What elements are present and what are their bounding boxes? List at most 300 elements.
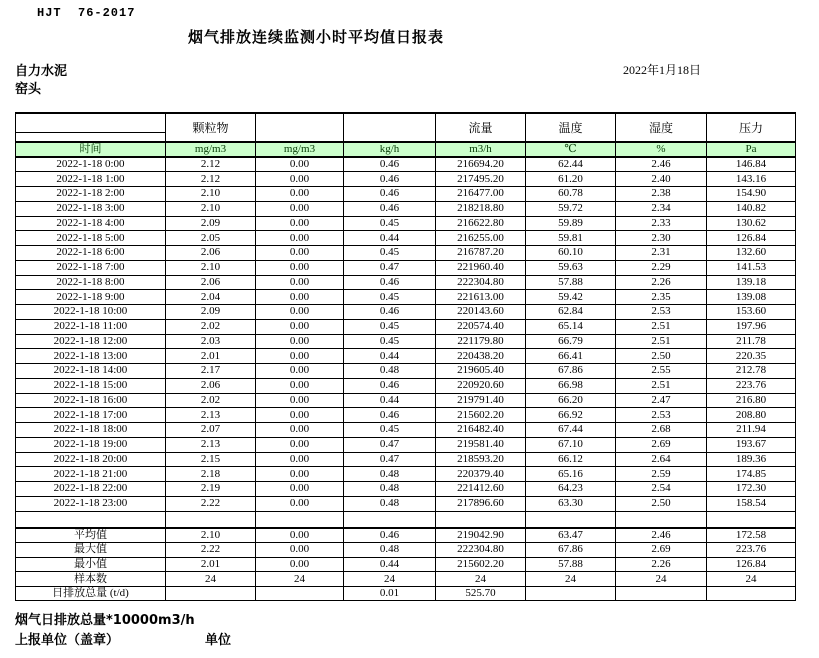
table-cell: 2.17 (166, 364, 256, 379)
table-cell: 2022-1-18 3:00 (16, 201, 166, 216)
column-header-particulate: 颗粒物 (166, 113, 256, 142)
table-cell: 24 (256, 572, 344, 587)
table-cell: 216787.20 (436, 246, 526, 261)
table-cell: 0.00 (256, 378, 344, 393)
table-cell: 220438.20 (436, 349, 526, 364)
table-cell: 215602.20 (436, 408, 526, 423)
table-cell: 2022-1-18 15:00 (16, 378, 166, 393)
table-body (16, 157, 796, 511)
header-empty-cell-bottom (16, 132, 166, 142)
empty-cell (436, 511, 526, 528)
table-cell (707, 586, 796, 601)
table-cell: 0.45 (344, 423, 436, 438)
table-cell: 66.92 (526, 408, 616, 423)
table-cell: 2.15 (166, 452, 256, 467)
table-cell: 2.22 (166, 496, 256, 511)
table-cell: 2.13 (166, 437, 256, 452)
table-cell: 2.09 (166, 305, 256, 320)
table-cell: 146.84 (707, 157, 796, 172)
table-row (16, 467, 796, 482)
table-row (16, 452, 796, 467)
table-row (16, 201, 796, 216)
table-cell: 0.00 (256, 319, 344, 334)
table-cell: 2.13 (166, 408, 256, 423)
table-row (16, 408, 796, 423)
table-cell: 2.18 (166, 467, 256, 482)
table-cell: 0.00 (256, 437, 344, 452)
table-cell: 0.00 (256, 349, 344, 364)
table-cell: 0.00 (256, 231, 344, 246)
table-cell: 2.30 (616, 231, 707, 246)
table-cell: 2.35 (616, 290, 707, 305)
table-cell: 0.48 (344, 543, 436, 558)
table-cell: 2.10 (166, 201, 256, 216)
table-cell: 66.20 (526, 393, 616, 408)
table-row (16, 275, 796, 290)
table-cell: 2.55 (616, 364, 707, 379)
table-cell: 216.80 (707, 393, 796, 408)
site-name: 窑头 (15, 82, 42, 97)
table-cell: 0.44 (344, 231, 436, 246)
table-cell: 221960.40 (436, 260, 526, 275)
table-cell: 0.00 (256, 423, 344, 438)
table-cell: 221179.80 (436, 334, 526, 349)
table-cell: 143.16 (707, 172, 796, 187)
table-cell: 0.47 (344, 452, 436, 467)
unit-row (16, 142, 796, 157)
table-cell: 0.46 (344, 157, 436, 172)
table-cell: 0.46 (344, 408, 436, 423)
table-cell: 2.12 (166, 172, 256, 187)
table-cell: 24 (707, 572, 796, 587)
table-cell: 216482.40 (436, 423, 526, 438)
table-cell: 67.10 (526, 437, 616, 452)
table-cell: 2.46 (616, 157, 707, 172)
table-cell: 24 (616, 572, 707, 587)
table-row (16, 187, 796, 202)
table-cell: 2.38 (616, 187, 707, 202)
table-cell: 217896.60 (436, 496, 526, 511)
table-cell: 2.02 (166, 393, 256, 408)
table-cell: 2022-1-18 23:00 (16, 496, 166, 511)
table-row (16, 260, 796, 275)
table-cell: 62.84 (526, 305, 616, 320)
table-cell: 2.40 (616, 172, 707, 187)
report-table (15, 112, 796, 601)
table-cell: 66.79 (526, 334, 616, 349)
table-cell: 24 (166, 572, 256, 587)
table-cell: 2.03 (166, 334, 256, 349)
table-cell: 2.34 (616, 201, 707, 216)
table-row (16, 305, 796, 320)
table-cell: 2.01 (166, 349, 256, 364)
table-row (16, 319, 796, 334)
table-cell: 67.86 (526, 364, 616, 379)
table-cell: 172.30 (707, 482, 796, 497)
table-row (16, 290, 796, 305)
table-cell: 2.64 (616, 452, 707, 467)
table-cell: 0.46 (344, 378, 436, 393)
table-header (16, 113, 796, 157)
table-cell: 2022-1-18 21:00 (16, 467, 166, 482)
table-cell: 0.46 (344, 528, 436, 543)
table-cell: 218218.80 (436, 201, 526, 216)
table-cell: 2.51 (616, 334, 707, 349)
table-cell: 218593.20 (436, 452, 526, 467)
table-cell: 2.09 (166, 216, 256, 231)
table-cell: 0.46 (344, 172, 436, 187)
table-cell: 222304.80 (436, 275, 526, 290)
table-cell: 2.51 (616, 319, 707, 334)
summary-body (16, 528, 796, 601)
table-cell: 2.06 (166, 246, 256, 261)
table-cell (616, 586, 707, 601)
table-cell: 平均值 (16, 528, 166, 543)
table-cell: 66.98 (526, 378, 616, 393)
table-cell: 215602.20 (436, 557, 526, 572)
table-cell: 130.62 (707, 216, 796, 231)
table-cell: 0.00 (256, 260, 344, 275)
table-cell: 样本数 (16, 572, 166, 587)
table-cell: 0.00 (256, 496, 344, 511)
table-cell: 220.35 (707, 349, 796, 364)
table-cell: 2.50 (616, 349, 707, 364)
table-cell: 2.19 (166, 482, 256, 497)
table-cell: 2022-1-18 2:00 (16, 187, 166, 202)
table-cell: 日排放总量 (t/d) (16, 586, 166, 601)
table-cell: 65.14 (526, 319, 616, 334)
table-cell: 211.78 (707, 334, 796, 349)
table-cell: 24 (344, 572, 436, 587)
table-cell: 2.31 (616, 246, 707, 261)
table-cell: 0.45 (344, 246, 436, 261)
table-cell: 174.85 (707, 467, 796, 482)
table-cell: 2.01 (166, 557, 256, 572)
table-cell: 0.45 (344, 319, 436, 334)
table-cell: 24 (436, 572, 526, 587)
table-cell: 2.53 (616, 305, 707, 320)
table-row (16, 157, 796, 172)
table-cell: 2.47 (616, 393, 707, 408)
table-cell: 0.00 (256, 216, 344, 231)
table-cell: 208.80 (707, 408, 796, 423)
table-cell: 0.44 (344, 557, 436, 572)
table-cell: 0.46 (344, 187, 436, 202)
table-cell: 2022-1-18 9:00 (16, 290, 166, 305)
table-cell: 0.48 (344, 496, 436, 511)
table-cell: 2.12 (166, 157, 256, 172)
table-cell: 62.44 (526, 157, 616, 172)
table-cell: 60.78 (526, 187, 616, 202)
table-cell: 0.00 (256, 157, 344, 172)
unit-celsius: ℃ (526, 142, 616, 157)
table-row (16, 172, 796, 187)
table-cell: 2.05 (166, 231, 256, 246)
table-cell: 139.08 (707, 290, 796, 305)
table-cell: 66.41 (526, 349, 616, 364)
table-cell: 2.26 (616, 275, 707, 290)
table-cell: 126.84 (707, 231, 796, 246)
table-cell: 0.48 (344, 364, 436, 379)
reporting-unit-label: 上报单位（盖章） (15, 633, 120, 648)
table-cell: 0.00 (256, 172, 344, 187)
table-cell: 67.86 (526, 543, 616, 558)
table-cell: 0.46 (344, 275, 436, 290)
table-cell: 2022-1-18 10:00 (16, 305, 166, 320)
table-cell: 67.44 (526, 423, 616, 438)
table-cell: 2.02 (166, 319, 256, 334)
table-cell: 2.06 (166, 275, 256, 290)
unit-pa: Pa (707, 142, 796, 157)
summary-row (16, 572, 796, 587)
table-cell: 211.94 (707, 423, 796, 438)
table-cell: 0.00 (256, 290, 344, 305)
spacer-section (16, 511, 796, 528)
table-cell: 64.23 (526, 482, 616, 497)
table-cell: 59.81 (526, 231, 616, 246)
table-row (16, 482, 796, 497)
table-cell: 2.26 (616, 557, 707, 572)
table-cell: 2022-1-18 1:00 (16, 172, 166, 187)
table-cell: 197.96 (707, 319, 796, 334)
time-column-header: 时间 (16, 142, 166, 157)
standard-code: HJT 76-2017 (37, 6, 136, 20)
table-cell: 63.47 (526, 528, 616, 543)
table-cell: 2022-1-18 20:00 (16, 452, 166, 467)
table-cell: 172.58 (707, 528, 796, 543)
table-row (16, 216, 796, 231)
table-cell: 59.63 (526, 260, 616, 275)
table-cell: 2.22 (166, 543, 256, 558)
empty-cell (166, 511, 256, 528)
table-cell: 2.29 (616, 260, 707, 275)
header-empty-cell-top (16, 113, 166, 132)
column-header-blank-1 (256, 113, 344, 142)
table-cell: 2022-1-18 19:00 (16, 437, 166, 452)
table-cell: 126.84 (707, 557, 796, 572)
table-cell: 2022-1-18 17:00 (16, 408, 166, 423)
table-cell: 193.67 (707, 437, 796, 452)
table-cell: 0.45 (344, 334, 436, 349)
table-cell: 2.04 (166, 290, 256, 305)
table-cell: 154.90 (707, 187, 796, 202)
table-cell: 0.45 (344, 290, 436, 305)
table-row (16, 246, 796, 261)
table-cell: 0.00 (256, 543, 344, 558)
table-cell: 158.54 (707, 496, 796, 511)
table-row (16, 231, 796, 246)
table-cell: 0.45 (344, 216, 436, 231)
table-row (16, 349, 796, 364)
table-cell: 223.76 (707, 378, 796, 393)
table-cell: 2.46 (616, 528, 707, 543)
table-cell: 24 (526, 572, 616, 587)
column-header-temperature: 温度 (526, 113, 616, 142)
table-cell: 0.00 (256, 275, 344, 290)
table-cell: 60.10 (526, 246, 616, 261)
table-cell: 219042.90 (436, 528, 526, 543)
unit-mg-m3-2: mg/m3 (256, 142, 344, 157)
table-cell: 65.16 (526, 467, 616, 482)
table-cell: 2022-1-18 7:00 (16, 260, 166, 275)
table-cell: 2.07 (166, 423, 256, 438)
table-cell: 61.20 (526, 172, 616, 187)
table-cell: 2022-1-18 13:00 (16, 349, 166, 364)
table-cell: 2.69 (616, 437, 707, 452)
table-cell: 59.89 (526, 216, 616, 231)
table-cell: 0.00 (256, 246, 344, 261)
empty-cell (256, 511, 344, 528)
table-cell: 139.18 (707, 275, 796, 290)
table-cell: 2.06 (166, 378, 256, 393)
table-cell: 57.88 (526, 275, 616, 290)
table-cell: 2022-1-18 14:00 (16, 364, 166, 379)
footnote: 烟气日排放总量*10000m3/h (15, 613, 195, 628)
table-cell: 2.68 (616, 423, 707, 438)
empty-cell (16, 511, 166, 528)
table-cell: 216477.00 (436, 187, 526, 202)
table-cell: 2022-1-18 0:00 (16, 157, 166, 172)
table-cell: 189.36 (707, 452, 796, 467)
table-cell: 0.00 (256, 334, 344, 349)
unit-percent: % (616, 142, 707, 157)
table-cell: 2022-1-18 22:00 (16, 482, 166, 497)
spacer-row (16, 511, 796, 528)
table-row (16, 378, 796, 393)
table-cell: 0.00 (256, 557, 344, 572)
table-cell: 0.00 (256, 482, 344, 497)
table-cell: 216255.00 (436, 231, 526, 246)
table-cell: 2022-1-18 4:00 (16, 216, 166, 231)
table-cell (526, 586, 616, 601)
table-cell: 0.00 (256, 201, 344, 216)
table-cell: 0.00 (256, 187, 344, 202)
table-cell: 63.30 (526, 496, 616, 511)
summary-row (16, 528, 796, 543)
table-cell: 57.88 (526, 557, 616, 572)
table-cell: 0.00 (256, 408, 344, 423)
table-cell: 0.01 (344, 586, 436, 601)
table-cell: 2.50 (616, 496, 707, 511)
table-cell: 0.00 (256, 467, 344, 482)
summary-row (16, 557, 796, 572)
table-cell: 2022-1-18 18:00 (16, 423, 166, 438)
summary-row (16, 543, 796, 558)
table-cell: 2.51 (616, 378, 707, 393)
table-cell: 2.53 (616, 408, 707, 423)
empty-cell (707, 511, 796, 528)
report-date: 2022年1月18日 (623, 63, 702, 77)
table-cell: 0.47 (344, 260, 436, 275)
column-header-pressure: 压力 (707, 113, 796, 142)
table-cell: 0.48 (344, 482, 436, 497)
table-cell: 2.33 (616, 216, 707, 231)
table-cell: 0.44 (344, 393, 436, 408)
unit-kg-h: kg/h (344, 142, 436, 157)
table-cell: 0.00 (256, 452, 344, 467)
column-header-blank-2 (344, 113, 436, 142)
table-cell: 0.48 (344, 467, 436, 482)
table-row (16, 423, 796, 438)
table-row (16, 364, 796, 379)
table-cell: 2022-1-18 12:00 (16, 334, 166, 349)
table-cell: 2022-1-18 5:00 (16, 231, 166, 246)
table-cell: 2022-1-18 16:00 (16, 393, 166, 408)
table-cell: 2.10 (166, 260, 256, 275)
table-cell: 0.46 (344, 305, 436, 320)
table-cell: 2022-1-18 11:00 (16, 319, 166, 334)
table-cell: 2.59 (616, 467, 707, 482)
column-header-humidity: 湿度 (616, 113, 707, 142)
table-cell: 2.54 (616, 482, 707, 497)
table-cell: 220920.60 (436, 378, 526, 393)
empty-cell (616, 511, 707, 528)
table-cell: 217495.20 (436, 172, 526, 187)
table-cell: 153.60 (707, 305, 796, 320)
page-title: 烟气排放连续监测小时平均值日报表 (187, 28, 444, 46)
table-cell: 216694.20 (436, 157, 526, 172)
column-header-flow: 流量 (436, 113, 526, 142)
table-cell: 212.78 (707, 364, 796, 379)
table-cell (166, 586, 256, 601)
empty-cell (344, 511, 436, 528)
table-cell: 2.10 (166, 528, 256, 543)
unit-mg-m3-1: mg/m3 (166, 142, 256, 157)
table-cell: 0.47 (344, 437, 436, 452)
table-cell: 59.42 (526, 290, 616, 305)
table-cell: 0.44 (344, 349, 436, 364)
table-cell: 59.72 (526, 201, 616, 216)
table-cell: 220574.40 (436, 319, 526, 334)
unit-m3-h: m3/h (436, 142, 526, 157)
table-cell: 221613.00 (436, 290, 526, 305)
table-cell: 219791.40 (436, 393, 526, 408)
table-cell: 2022-1-18 6:00 (16, 246, 166, 261)
table-row (16, 496, 796, 511)
table-cell: 223.76 (707, 543, 796, 558)
table-cell: 220379.40 (436, 467, 526, 482)
table-row (16, 437, 796, 452)
table-cell: 140.82 (707, 201, 796, 216)
header-row-labels (16, 113, 796, 132)
table-cell: 219605.40 (436, 364, 526, 379)
table-cell: 最小值 (16, 557, 166, 572)
table-cell: 141.53 (707, 260, 796, 275)
empty-cell (526, 511, 616, 528)
unit-label: 单位 (205, 633, 232, 648)
table-cell (256, 586, 344, 601)
table-cell: 0.00 (256, 305, 344, 320)
table-cell: 0.00 (256, 393, 344, 408)
table-cell: 220143.60 (436, 305, 526, 320)
table-cell: 219581.40 (436, 437, 526, 452)
table-cell: 222304.80 (436, 543, 526, 558)
table-cell: 0.00 (256, 364, 344, 379)
table-cell: 66.12 (526, 452, 616, 467)
table-row (16, 393, 796, 408)
table-cell: 525.70 (436, 586, 526, 601)
table-cell: 2022-1-18 8:00 (16, 275, 166, 290)
table-row (16, 334, 796, 349)
table-cell: 最大值 (16, 543, 166, 558)
summary-row (16, 586, 796, 601)
table-cell: 0.00 (256, 528, 344, 543)
table-cell: 132.60 (707, 246, 796, 261)
table-cell: 2.10 (166, 187, 256, 202)
table-cell: 221412.60 (436, 482, 526, 497)
table-cell: 216622.80 (436, 216, 526, 231)
table-cell: 2.69 (616, 543, 707, 558)
